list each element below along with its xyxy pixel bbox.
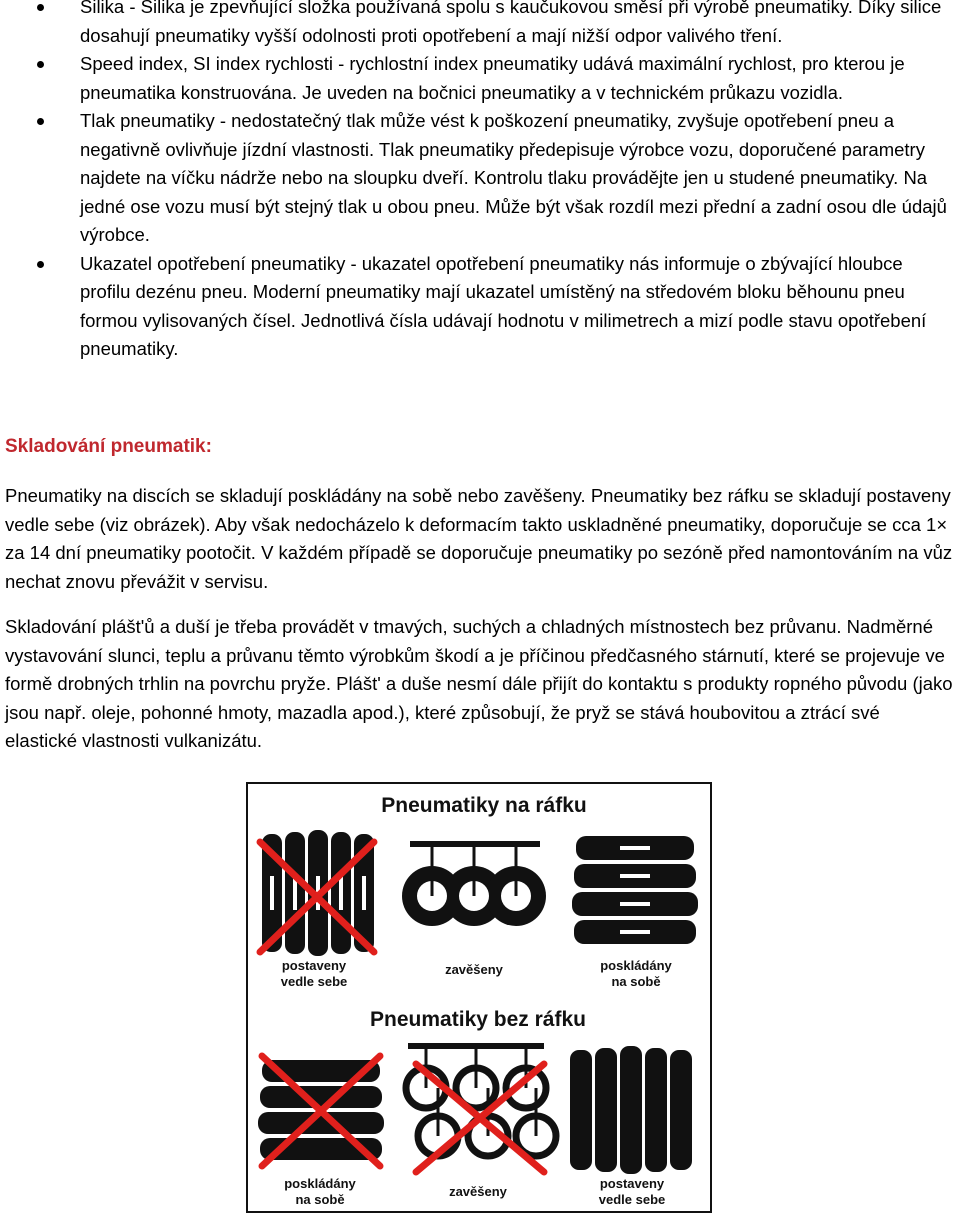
caption-top-left-1: postaveny	[281, 958, 347, 973]
caption-bottom-left-1: poskládány	[284, 1176, 356, 1191]
tires-rim-hanging-illustration	[402, 844, 546, 926]
list-item	[0, 250, 960, 364]
list-item	[0, 0, 960, 50]
paragraph: Pneumatiky na discích se skladují poskládány na sobě nebo zavěšeny. Pneumatiky bez ráfku se skladují postaveny vedle sebe (viz obrázek). Aby však nedocházelo k deformacím takto uskladněné pneumatiky, doporučuje se cca 1× za 14 dní pneumatiky pootočit. V každém případě se doporučuje pneumatiky po sezóně před namontováním na vůz nechat znovu převážit v servisu.	[5, 485, 953, 592]
caption-top-left-2: vedle sebe	[280, 974, 348, 989]
caption-top-right-1: poskládány	[600, 958, 672, 973]
caption-bottom-middle: zavěšeny	[449, 1184, 507, 1199]
bullet-text: Speed index, SI index rychlosti - rychlostní index pneumatiky udává maximální rychlost, pro kterou je pneumatika konstruována. Je uveden na bočnici pneumatiky a v technickém průkazu vozidla.	[80, 53, 905, 103]
bullet-text: Silika - Silika je zpevňující složka používaná spolu s kaučukovou směsí při výrobě pneumatiky. Díky silice dosahují pneumatiky vyšší odolnosti proti opotřebení a mají nižší odpor valivého tření.	[80, 0, 942, 46]
section-heading: Skladování pneumatik:	[5, 436, 212, 457]
figure-title-bottom: Pneumatiky bez ráfku	[370, 1008, 586, 1031]
tires-rim-standing-illustration	[260, 830, 374, 956]
paragraph: Skladování plášt'ů a duší je třeba provádět v tmavých, suchých a chladných místnostech bez průvanu. Nadměrné vystavování slunci, teplu a průvanu těmto výrobkům škodí a je příčinou předčasného stárnutí, které se projevuje ve formě drobných trhlin na povrchu pryže. Plášt' a duše nesmí dále přijít do kontaktu s produkty ropného původu (jako jsou např. oleje, pohonné hmoty, mazadla apod.), které způsobují, že pryž se stává houbovitou a ztrácí své elastické vlastnosti vulkanizátu.	[5, 616, 953, 751]
caption-bottom-right-1: postaveny	[599, 1176, 665, 1191]
tires-norim-stacked-illustration	[258, 1056, 384, 1166]
bullet-text: Tlak pneumatiky - nedostatečný tlak může vést k poškození pneumatiky, zvyšuje opotřebení pneu a negativně ovlivňuje jízdní vlastnosti. Tlak pneumatiky předepisuje výrobce vozu, doporučené parametry najdete na víčku nádrže nebo na sloupku dveří. Kontrolu tlaku provádějte jen u studené pneumatiky. Na jedné ose vozu musí být stejný tlak u obou pneu. Může být však rozdíl mezi přední a zadní osou dle údajů výrobce.	[80, 110, 947, 245]
bullet-text: Ukazatel opotřebení pneumatiky - ukazatel opotřebení pneumatiky nás informuje o zbývající hloubce profilu dezénu pneu. Moderní pneumatiky mají ukazatel umístěný na středovém bloku běhounu pneu formou vylisovaných čísel. Jednotlivá čísla udávají hodnotu v milimetrech a mizí podle stavu opotřebení pneumatiky.	[80, 252, 927, 359]
tires-rim-stacked-illustration	[572, 836, 698, 944]
tire-storage-figure	[246, 782, 712, 1213]
tires-norim-hanging-illustration	[406, 1046, 556, 1172]
list-item	[0, 107, 960, 250]
bullet-icon	[37, 61, 44, 68]
bullet-icon	[37, 261, 44, 268]
bullet-list	[0, 0, 960, 364]
caption-top-middle: zavěšeny	[445, 962, 503, 977]
list-item	[0, 50, 960, 107]
caption-bottom-left-2: na sobě	[295, 1192, 345, 1207]
caption-top-right-2: na sobě	[611, 974, 661, 989]
figure-title-top: Pneumatiky na ráfku	[381, 794, 587, 817]
tires-norim-standing-illustration	[570, 1046, 692, 1174]
bullet-icon	[37, 4, 44, 11]
caption-bottom-right-2: vedle sebe	[598, 1192, 666, 1207]
bullet-icon	[37, 118, 44, 125]
